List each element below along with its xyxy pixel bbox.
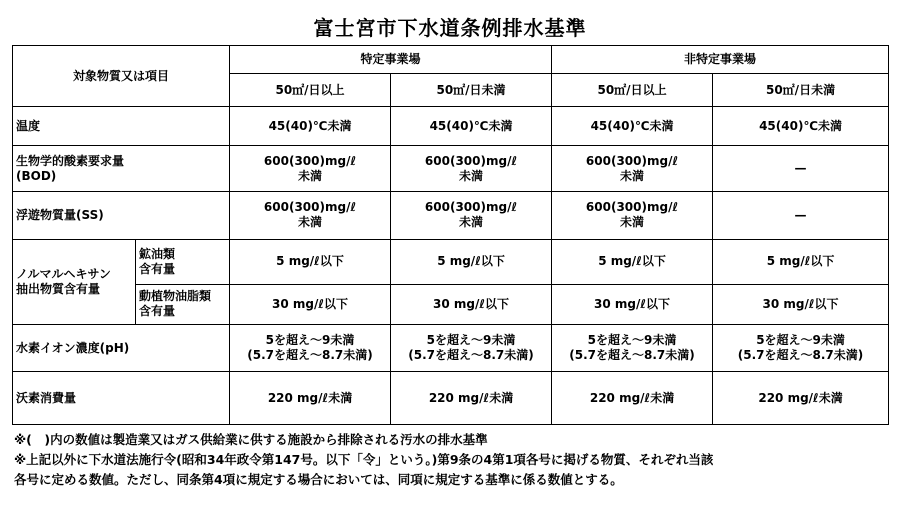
header-scale: 50㎡/日以上	[230, 74, 391, 107]
value-cell: 600(300)mg/ℓ 未満	[230, 145, 391, 191]
value-cell: 45(40)℃未満	[713, 107, 889, 146]
value-cell: 600(300)mg/ℓ 未満	[391, 192, 552, 239]
row-iodine	[13, 372, 889, 425]
row-label-hexane	[13, 239, 136, 324]
value-cell: —	[713, 192, 889, 239]
sub-label-animal-plant-oil: 動植物油脂類 含有量	[136, 284, 230, 324]
value-cell: 5 mg/ℓ以下	[552, 239, 713, 284]
value-cell: 600(300)mg/ℓ 未満	[552, 145, 713, 191]
sub-label-mineral-oil: 鉱油類 含有量	[136, 239, 230, 284]
value-cell: 30 mg/ℓ以下	[713, 284, 889, 324]
value-cell: 5を超え～9未満 (5.7を超え～8.7未満)	[230, 324, 391, 371]
header-specified-facility: 特定事業場	[230, 46, 552, 74]
item-header: 対象物質又は項目	[13, 46, 230, 107]
value-cell: 220 mg/ℓ未満	[230, 372, 391, 425]
row-label-line: (BOD)	[16, 168, 57, 183]
value-cell: 600(300)mg/ℓ 未満	[552, 192, 713, 239]
value-cell: 30 mg/ℓ以下	[230, 284, 391, 324]
value-cell: 600(300)mg/ℓ 未満	[230, 192, 391, 239]
row-label-temperature: 温度	[13, 107, 230, 146]
header-scale: 50㎡/日未満	[713, 74, 889, 107]
value-cell: 5 mg/ℓ以下	[391, 239, 552, 284]
value-cell: 5を超え～9未満 (5.7を超え～8.7未満)	[552, 324, 713, 371]
value-cell: 5 mg/ℓ以下	[713, 239, 889, 284]
value-cell: 5 mg/ℓ以下	[230, 239, 391, 284]
header-scale: 50㎡/日以上	[552, 74, 713, 107]
value-cell: 5を超え～9未満 (5.7を超え～8.7未満)	[391, 324, 552, 371]
header-scale: 50㎡/日未満	[391, 74, 552, 107]
value-cell: 45(40)℃未満	[552, 107, 713, 146]
value-cell: 5を超え～9未満 (5.7を超え～8.7未満)	[713, 324, 889, 371]
row-bod	[13, 145, 889, 191]
value-cell: 220 mg/ℓ未満	[391, 372, 552, 425]
footnote: ※( )内の数値は製造業又はガス供給業に供する施設から排除される汚水の排水基準	[14, 432, 488, 447]
row-label-bod	[13, 145, 230, 191]
footnote: ※上記以外に下水道法施行令(昭和34年政令第147号。以下「令」という。)第9条の4第1項各号に掲げる物質、それぞれ当該	[14, 452, 714, 467]
row-hexane-mineral	[13, 239, 889, 284]
row-temperature	[13, 107, 889, 146]
value-cell: 45(40)℃未満	[391, 107, 552, 146]
row-ph	[13, 324, 889, 371]
value-cell: 220 mg/ℓ未満	[713, 372, 889, 425]
value-cell: —	[713, 145, 889, 191]
row-label-line: ノルマルヘキサン	[16, 266, 111, 281]
row-hexane-animal-plant	[13, 284, 889, 324]
row-label-iodine: 沃素消費量	[13, 372, 230, 425]
row-ss	[13, 192, 889, 239]
row-label-ph: 水素イオン濃度(pH)	[13, 324, 230, 371]
footnote: 各号に定める数値。ただし、同条第4項に規定する場合においては、同項に規定する基準に係る数値とする。	[14, 472, 623, 487]
value-cell: 45(40)℃未満	[230, 107, 391, 146]
value-cell: 600(300)mg/ℓ 未満	[391, 145, 552, 191]
value-cell: 30 mg/ℓ以下	[552, 284, 713, 324]
header-non-specified-facility: 非特定事業場	[552, 46, 889, 74]
drainage-standards-table	[12, 45, 889, 425]
row-label-ss: 浮遊物質量(SS)	[13, 192, 230, 239]
value-cell: 220 mg/ℓ未満	[552, 372, 713, 425]
page-title: 富士宮市下水道条例排水基準	[313, 16, 587, 40]
header-row-groups	[13, 46, 889, 74]
value-cell: 30 mg/ℓ以下	[391, 284, 552, 324]
row-label-line: 生物学的酸素要求量	[16, 153, 125, 168]
row-label-line: 抽出物質含有量	[16, 281, 101, 296]
